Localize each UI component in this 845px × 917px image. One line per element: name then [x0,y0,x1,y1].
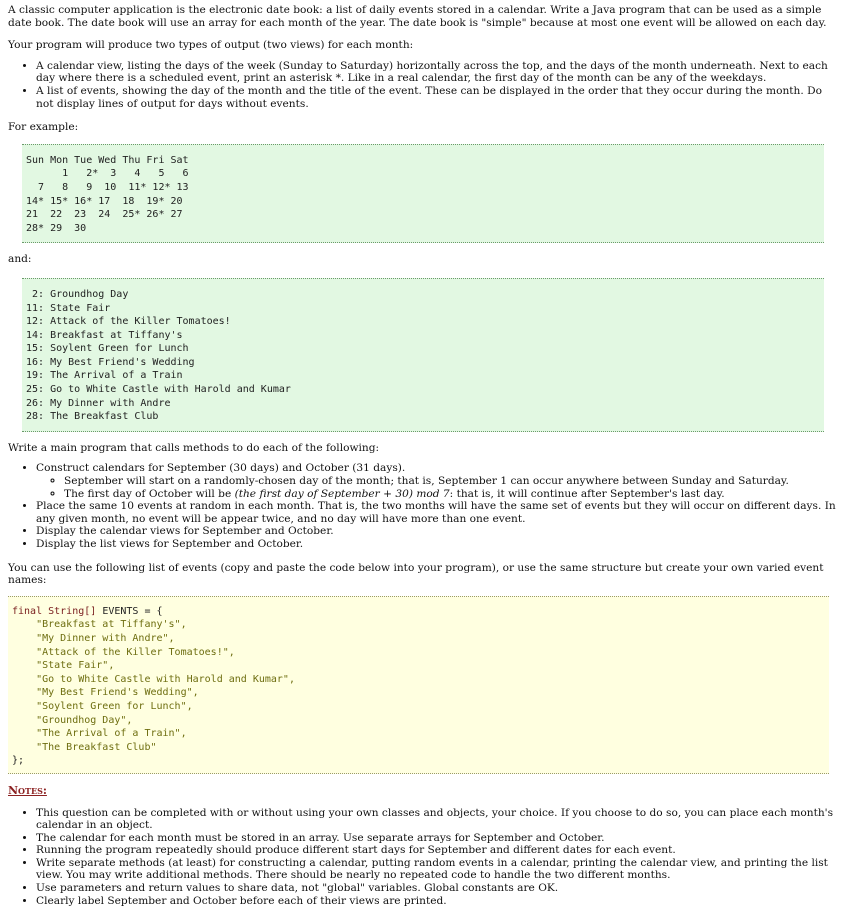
calendar-header-line: Sun Mon Tue Wed Thu Fri Sat [26,154,189,166]
event-list-line: 14: Breakfast at Tiffany's [26,329,183,341]
code-string-line: "Go to White Castle with Harold and Kumar", [12,673,295,685]
task-october-start [64,488,837,501]
calendar-view-description: • A calendar view, listing the days of the week (Sunday to Saturday) horizontally across the top, and the days of the month underneath. Next to each day where there is a scheduled event, print an asterisk *. Like in a real calendar, the first day of the month can be any of the weekdays. [36,60,837,85]
notes-heading: Notes: [8,783,47,797]
calendar-week-line: 1 2* 3 4 5 6 [26,168,189,180]
event-list-line: 28: The Breakfast Club [26,411,159,423]
event-list-line: 16: My Best Friend's Wedding [26,356,195,368]
note-item: • This question can be completed with or without using your own classes and objects, your choice. If you choose to do so, you can place each month's calendar in an object. [36,807,837,832]
event-code-lead: You can use the following list of events (copy and paste the code below into your program), or use the same structure but create your own varied event names: [8,561,824,587]
event-list-line: 12: Attack of the Killer Tomatoes! [26,316,231,328]
and-label: and: [8,253,32,266]
calendar-week-line: 14* 15* 16* 17 18 19* 20 [26,195,183,207]
note-item: • The calendar for each month must be stored in an array. Use separate arrays for September and October. [36,832,837,845]
event-list-line: 19: The Arrival of a Train [26,370,183,382]
october-formula: (the first day of September + 30) mod 7 [234,487,450,500]
october-text-pre: The first day of October will be [64,487,235,500]
event-list-line: 15: Soylent Green for Lunch [26,343,189,355]
event-list-line: 2: Groundhog Day [26,288,129,300]
calendar-example-box [22,144,824,244]
note-item: • Use parameters and return values to share data, not "global" variables. Global constants are OK. [36,882,837,895]
code-declaration-line [12,605,829,619]
code-string-line: "Attack of the Killer Tomatoes!", [12,646,235,658]
note-item: • Clearly label September and October before each of their views are printed. [36,895,837,908]
code-string-line: "The Breakfast Club" [12,741,157,753]
outputs-lead: Your program will produce two types of output (two views) for each month: [8,39,414,52]
task-place-events: • Place the same 10 events at random in each month. That is, the two months will have the same set of events but they will occur on different days. In any given month, no event will be appear twice, and no day will have more than one event. [36,500,837,525]
code-declaration-rest: EVENTS = { [96,605,163,617]
main-program-lead: Write a main program that calls methods to do each of the following: [8,441,380,454]
code-string-line: "State Fair", [12,660,115,672]
code-string-line: "The Arrival of a Train", [12,728,187,740]
code-string-line: "My Dinner with Andre", [12,632,175,644]
task-september-start: ◦ September will start on a randomly-chosen day of the month; that is, September 1 can occur anywhere between Sunday and Saturday. [64,475,837,488]
october-text-post: : that is, it will continue after September's last day. [449,487,725,500]
event-list-example-box [22,278,824,432]
code-string-line: "My Best Friend's Wedding", [12,687,199,699]
event-list-line: 26: My Dinner with Andre [26,397,171,409]
calendar-week-line: 7 8 9 10 11* 12* 13 [26,181,189,193]
intro-paragraph: A classic computer application is the electronic date book: a list of daily events stored in a calendar. Write a Java program that can be used as a simple date book. The date book will use an array for each month of the year. The date book is "simple" because at most one event will be allowed on each day. [8,4,827,29]
note-item: • Running the program repeatedly should produce different start days for September and different dates for each event. [36,844,837,857]
code-string-line: "Groundhog Day", [12,714,133,726]
task-display-calendar: • Display the calendar views for September and October. [36,525,837,538]
for-example-label: For example: [8,121,79,134]
code-keyword: final String[] [12,605,97,617]
note-item: • Write separate methods (at least) for constructing a calendar, putting random events in a calendar, printing the calendar view, and printing the list view. You may write additional methods. There should be nearly no repeated code to handle the two different months. [36,857,837,882]
task-construct-text: Construct calendars for September (30 days) and October (31 days). [36,462,406,475]
code-close-line: }; [12,755,25,767]
task-list [8,462,837,550]
code-block [8,596,829,774]
code-string-line: "Soylent Green for Lunch", [12,700,193,712]
notes-list [8,807,837,908]
calendar-week-line: 21 22 23 24 25* 26* 27 [26,209,183,221]
task-construct-sublist [36,475,837,500]
code-string-line: "Breakfast at Tiffany's", [12,619,187,631]
task-display-list: • Display the list views for September and October. [36,538,837,551]
calendar-week-line: 28* 29 30 [26,222,87,234]
event-list-line: 11: State Fair [26,302,111,314]
task-construct [36,462,837,500]
event-list-line: 25: Go to White Castle with Harold and Kumar [26,384,291,396]
event-list-description: • A list of events, showing the day of the month and the title of the event. These can be displayed in the order that they occur during the month. Do not display lines of output for days without events. [36,85,837,110]
views-list [8,60,837,110]
